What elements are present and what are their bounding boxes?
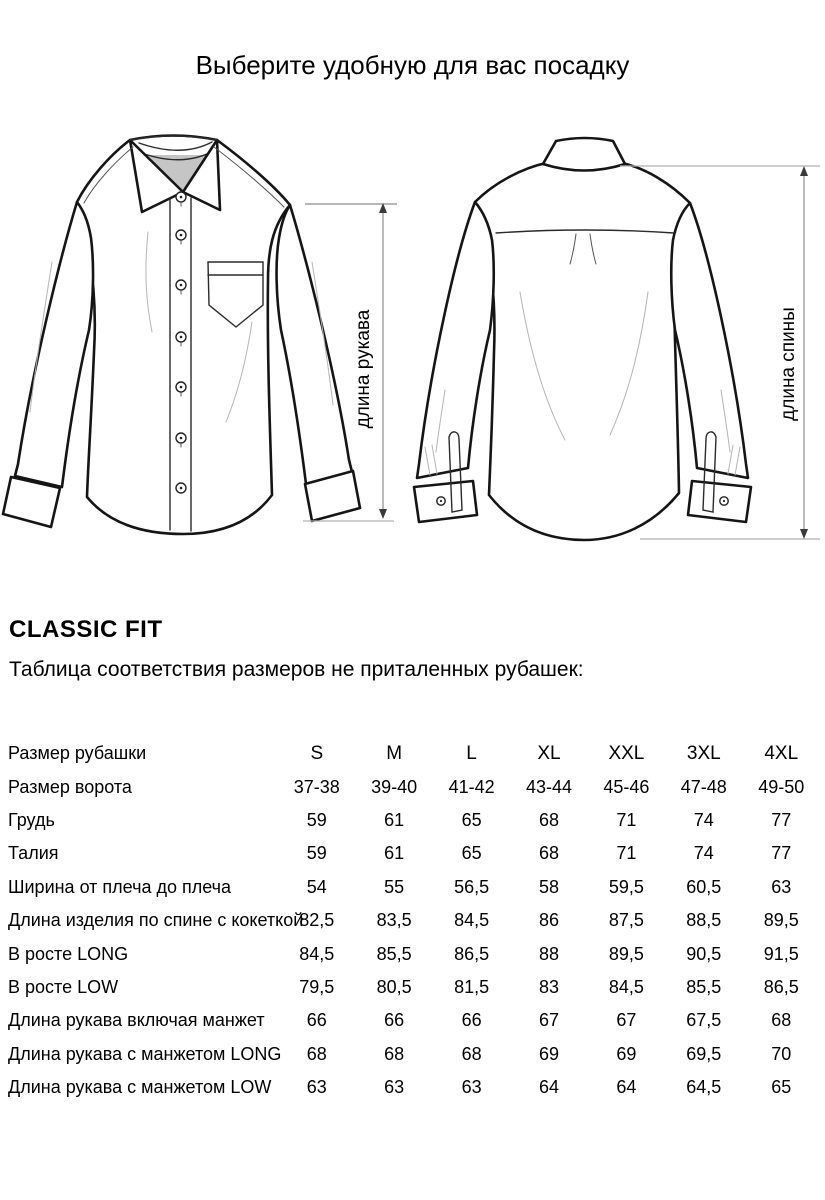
size-value: 63 — [384, 1077, 405, 1098]
table-row — [8, 937, 820, 970]
table-row — [8, 804, 820, 837]
table-row — [8, 904, 820, 937]
size-value: 64,5 — [686, 1077, 722, 1098]
size-value: 82,5 — [299, 910, 335, 931]
size-value: 71 — [616, 809, 637, 830]
size-value: 68 — [771, 1010, 792, 1031]
back-shirt-drawing — [414, 138, 751, 540]
size-value: 89,5 — [608, 943, 644, 964]
size-value: 91,5 — [763, 943, 799, 964]
size-value: 74 — [693, 809, 714, 830]
size-value: 88 — [538, 943, 560, 964]
size-value: 77 — [771, 843, 792, 864]
size-value: 68 — [384, 1043, 405, 1064]
size-value: 70 — [771, 1043, 792, 1064]
row-label: Длина рукава с манжетом LOW — [8, 1077, 272, 1098]
size-column-header: XXL — [608, 742, 645, 764]
table-row — [8, 1004, 820, 1037]
size-value: 61 — [384, 843, 405, 864]
size-value: 56,5 — [454, 876, 490, 897]
row-label: Талия — [8, 843, 59, 864]
table-row — [8, 871, 820, 904]
size-value: 68 — [538, 809, 560, 830]
fit-heading: CLASSIC FIT — [9, 616, 163, 643]
size-value: 66 — [306, 1010, 327, 1031]
size-value: 69 — [616, 1043, 637, 1064]
size-column-header: M — [386, 742, 403, 764]
table-row — [8, 837, 820, 870]
size-value: 85,5 — [376, 943, 412, 964]
size-value: 64 — [538, 1077, 560, 1098]
front-shirt-drawing — [3, 136, 360, 535]
size-value: 68 — [306, 1043, 327, 1064]
size-value: 83 — [538, 976, 560, 997]
size-value: 66 — [461, 1010, 482, 1031]
size-value: 54 — [306, 876, 327, 897]
size-value: 45-46 — [603, 776, 650, 797]
row-label: Длина рукава с манжетом LONG — [8, 1043, 282, 1064]
size-value: 63 — [461, 1077, 482, 1098]
size-value: 71 — [616, 843, 637, 864]
size-table — [8, 737, 820, 1104]
size-value: 68 — [538, 843, 560, 864]
size-value: 43-44 — [525, 776, 573, 797]
size-value: 69 — [538, 1043, 560, 1064]
size-value: 64 — [616, 1077, 637, 1098]
back-length-label: длина спины — [778, 307, 800, 421]
row-label: В росте LONG — [8, 943, 129, 964]
size-value: 39-40 — [371, 776, 418, 797]
size-column-header: XL — [537, 742, 561, 764]
size-value: 59 — [306, 843, 327, 864]
size-column-header: 4XL — [764, 742, 799, 764]
size-value: 83,5 — [376, 910, 412, 931]
size-value: 86,5 — [763, 976, 799, 997]
size-value: 68 — [461, 1043, 482, 1064]
size-value: 77 — [771, 809, 792, 830]
size-value: 65 — [771, 1077, 792, 1098]
size-value: 69,5 — [686, 1043, 722, 1064]
back-collar — [543, 138, 625, 171]
size-table-body — [8, 770, 820, 1104]
size-value: 66 — [384, 1010, 405, 1031]
size-value: 84,5 — [608, 976, 644, 997]
size-value: 58 — [538, 876, 560, 897]
size-value: 67 — [616, 1010, 637, 1031]
size-value: 49-50 — [758, 776, 805, 797]
fit-subtitle: Таблица соответствия размеров не приталенных рубашек: — [9, 658, 584, 681]
size-column-header: S — [310, 742, 324, 764]
size-value: 80,5 — [376, 976, 412, 997]
size-value: 86 — [538, 910, 560, 931]
shirt-fit-diagram — [0, 125, 825, 580]
size-value: 90,5 — [686, 943, 722, 964]
row-label: Размер ворота — [8, 776, 132, 797]
page-title: Выберите удобную для вас посадку — [195, 50, 630, 80]
size-value: 60,5 — [686, 876, 722, 897]
size-value: 59,5 — [608, 876, 644, 897]
size-value: 65 — [461, 843, 482, 864]
size-value: 55 — [384, 876, 405, 897]
size-value: 67 — [538, 1010, 560, 1031]
row-label: В росте LOW — [8, 976, 119, 997]
sleeve-length-label: длина рукава — [353, 309, 375, 429]
size-value: 88,5 — [686, 910, 722, 931]
size-value: 37-38 — [293, 776, 340, 797]
size-value: 87,5 — [608, 910, 644, 931]
size-column-header: L — [466, 742, 477, 764]
row-label: Ширина от плеча до плеча — [8, 876, 232, 897]
size-value: 84,5 — [299, 943, 335, 964]
size-column-header: 3XL — [686, 742, 721, 764]
row-label: Длина изделия по спине с кокеткой — [8, 910, 304, 931]
table-row — [8, 1071, 820, 1104]
size-value: 47-48 — [680, 776, 727, 797]
size-value: 67,5 — [686, 1010, 722, 1031]
table-row — [8, 770, 820, 803]
row-label: Размер рубашки — [8, 743, 147, 764]
size-value: 61 — [384, 809, 405, 830]
table-row — [8, 1038, 820, 1071]
size-value: 74 — [693, 843, 714, 864]
row-label: Длина рукава включая манжет — [8, 1010, 265, 1031]
row-label: Грудь — [8, 809, 55, 830]
size-value: 84,5 — [454, 910, 490, 931]
size-value: 79,5 — [299, 976, 335, 997]
size-value: 85,5 — [686, 976, 722, 997]
table-row — [8, 971, 820, 1004]
size-value: 63 — [771, 876, 792, 897]
size-value: 63 — [306, 1077, 327, 1098]
size-value: 65 — [461, 809, 482, 830]
size-value: 86,5 — [454, 943, 490, 964]
size-value: 41-42 — [448, 776, 495, 797]
size-value: 81,5 — [454, 976, 490, 997]
size-value: 59 — [306, 809, 327, 830]
size-table-header-row — [8, 737, 820, 770]
size-value: 89,5 — [763, 910, 799, 931]
